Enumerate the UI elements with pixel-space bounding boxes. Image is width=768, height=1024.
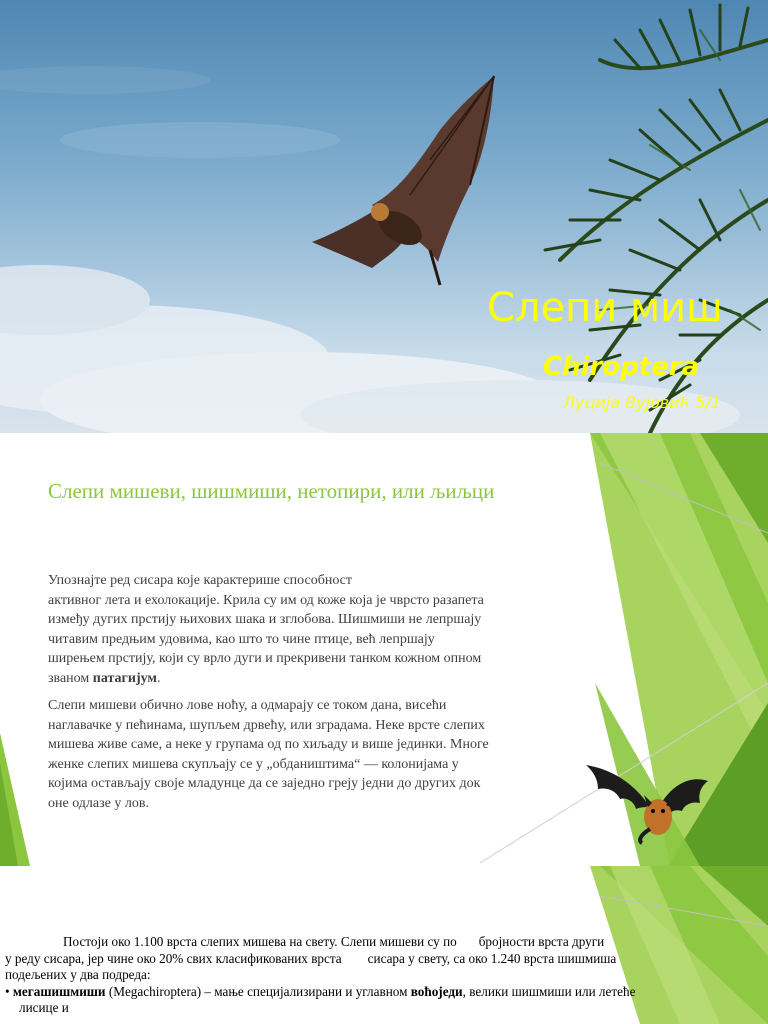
- text-line: [5, 951, 765, 968]
- text-line: оне одлазе у лов.: [48, 795, 149, 811]
- content-slide: [0, 433, 768, 866]
- slide-body-text: [48, 571, 573, 821]
- text-fragment: бројности врста други: [478, 934, 605, 949]
- text-line: подељених у два подреда:: [5, 967, 151, 982]
- text-line: Упознајте ред сисара које карактерише способност: [48, 573, 353, 588]
- text-line: Слепи мишеви обично лове ноћу, а одмарају се током дана, висећи: [48, 698, 447, 713]
- text-line: [5, 934, 765, 951]
- text-fragment: Постоји око 1.100 врста слепих мишева на свету. Слепи мишеви су по: [63, 934, 457, 949]
- bullet-marker: •: [5, 983, 10, 999]
- flying-bat: [312, 76, 494, 285]
- bullet-item: [5, 984, 765, 1001]
- text-line: ширењем прстију, који су врло дуги и прекривени танком кожном опном: [48, 651, 482, 666]
- text-line: лисице и: [19, 1000, 69, 1015]
- cartoon-bat-icon: [580, 745, 712, 845]
- content-slide-3: [0, 866, 768, 1024]
- text-line: [48, 669, 573, 689]
- scientific-name: Chiroptera: [543, 352, 700, 382]
- title-slide: [0, 0, 768, 433]
- term-patagium: патагијум: [92, 670, 157, 686]
- term-frugivores: воћоједи: [410, 983, 463, 999]
- paragraph-2: [48, 696, 573, 813]
- presentation-title: Слепи миш: [487, 285, 723, 331]
- term-megachiroptera: мегашишмиши: [12, 983, 106, 999]
- text-line: између дугих прстију њихових шака и зглобова. Шишмиши не лепршају: [48, 612, 482, 627]
- text-fragment: сисара у свету, са око 1.240 врста шишмиша: [367, 950, 617, 966]
- text-line: активног лета и ехолокације. Крила су им од коже која је чврсто разапета: [48, 592, 484, 608]
- slide3-body-text: [5, 934, 765, 1017]
- text-line: мишева живе саме, а неке у групама од по хиљаду и више јединки. Многе: [48, 737, 489, 752]
- text-line: читавим предњим удовима, као што то чине птице, већ лепршају: [48, 631, 435, 647]
- text-line: наглавачке у пећинама, шупљем дрвећу, или зградама. Неке врсте слепих: [48, 717, 485, 733]
- text-line: којима остављају своје младунце да се заједно греју једни до других док: [48, 776, 481, 791]
- text-fragment: .: [156, 670, 161, 686]
- slide-heading: Слепи мишеви, шишмиши, нетопири, или љиљци: [48, 479, 495, 503]
- text-line: женке слепих мишева скупљају се у „обдаништима“ — колонијама у: [48, 756, 459, 772]
- author-name: Луција Вујовић 5/1: [563, 393, 721, 412]
- text-fragment: званом: [48, 670, 93, 686]
- text-fragment: (Megachiroptera) – мање специјализирани и углавном: [105, 983, 411, 999]
- paragraph-1: [48, 571, 573, 688]
- text-fragment: , велики шишмиши или летеће: [462, 983, 636, 999]
- text-fragment: у реду сисара, јер чине око 20% свих класификованих врста: [5, 950, 342, 966]
